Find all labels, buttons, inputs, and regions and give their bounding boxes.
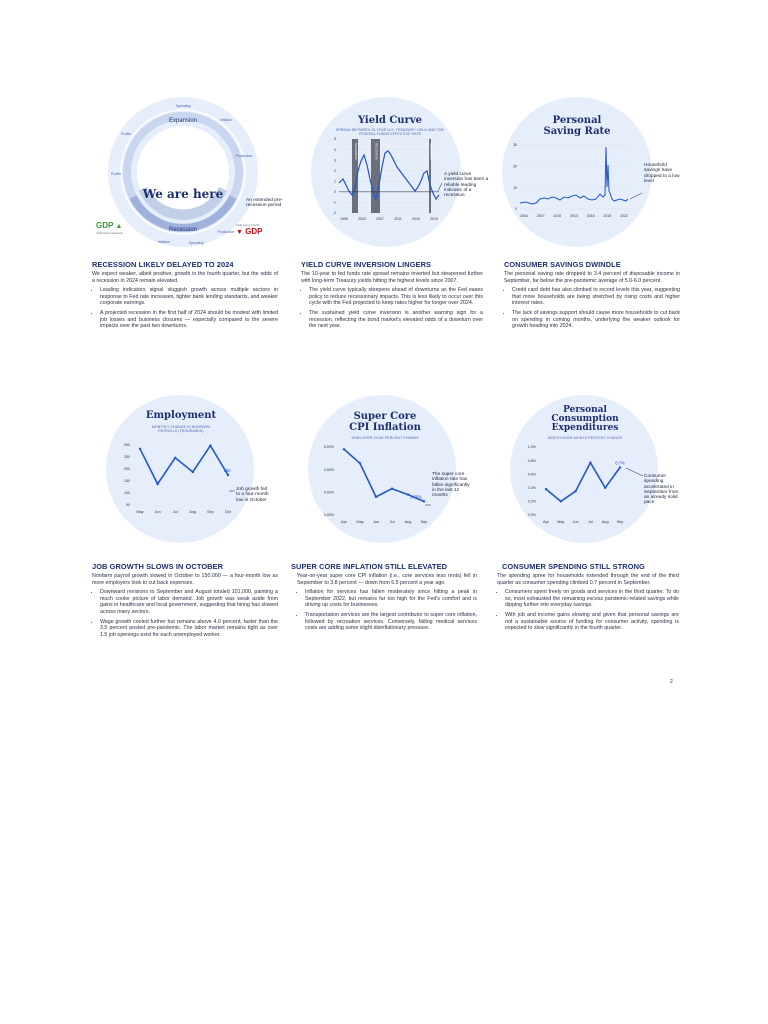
ring-label-inflation-2: Inflation [157,240,171,244]
pce-point [560,500,562,502]
pce-point [574,490,576,492]
yield-xtick: 2007 [376,217,384,221]
cpi-point [423,500,425,502]
section-1-intro: We expect weaker, albeit positive, growth in the fourth quarter, but the odds of a recession in 2024 remain elevated. [92,271,278,284]
ring-label-production: Production [235,154,253,158]
cpi-xtick: Apr [341,520,347,524]
yield-ytick: 0 [334,190,336,195]
cpi-ytick: 3.50% [323,513,334,518]
employment-ytick: 250 [124,455,130,460]
yield-subtitle: SPREAD BETWEEN 10-YEAR U.S. TREASURY YIELD AND THE FEDERAL FUNDS EFFECTIVE RATE [336,128,444,136]
saving-title-2: Saving Rate [543,126,611,137]
yield-ytick: -1 [332,200,336,205]
cycle-note: An extended pre-recession period [246,198,283,209]
employment-ytick: 150 [124,479,130,484]
ring-label-profits-2: Profits [111,172,121,176]
section-3-bullet: • The lack of savings support should cause more households to cut back on spending in coming months, underlying the weaker outlook for growth heading into 2024. [512,310,680,330]
yield-ytick: 4 [334,147,336,152]
pce-ytick: 0.0% [527,513,536,518]
pce-ytick: 1.0% [527,445,536,450]
pce-xtick: May [557,520,565,524]
section-5-body [297,573,477,635]
section-4-body [92,573,278,641]
employment-chart [86,395,268,553]
employment-point [174,457,176,459]
pce-series-line [546,463,620,502]
section-4-intro: Nonfarm payroll growth slowed in October to 150,000 — a four-month low as more employers look to cut back expenses. [92,573,278,586]
saving-series-line [520,147,628,204]
employment-xtick: Sep [207,510,214,514]
cpi-xtick: Jul [389,520,395,524]
section-2-body [301,271,483,333]
saving-xtick: 2019 [603,214,612,218]
ring-label-profits: Profits [121,132,131,136]
recession-bar-label: RECESSION [374,143,379,160]
section-5-heading: SUPER CORE INFLATION STILL ELEVATED [291,562,448,571]
yield-ytick: 3 [334,158,336,163]
section-2-bullet: • The yield curve typically steepens ahead of downturns as the Fed eases policy to reduce recessionary impacts. This is less likely to occur over this cycle with the Fed projected to keep rates higher for longer over 2024. [309,287,483,307]
pce-xtick: Sep [616,520,624,524]
section-5-intro: Year-on-year super core CPI inflation (i.e., core services less rents) fell in September to 3.8 percent — down from 6.5 percent a year ago. [297,573,477,586]
gdp-right: ▼ GDP [236,227,263,236]
pce-title-1: Personal [563,405,607,415]
pce-note: Consumer spending accelerated in September from an already solid pace [644,474,679,506]
section-6-bullet: • Consumers spent freely on goods and services in the third quarter. To do so, most exhausted the remaining excess pandemic-related savings while dipping further into everyday savings. [505,589,679,609]
pce-ytick: 0.8% [527,458,536,463]
report-page [86,95,682,695]
cpi-point [359,462,361,464]
cpi-xtick: May [356,520,364,524]
section-1-body [92,271,278,333]
employment-xtick: Oct [225,510,231,514]
section-1-heading: RECESSION LIKELY DELAYED TO 2024 [92,260,234,269]
cpi-point [391,488,393,490]
pce-ytick: 0.4% [527,486,536,490]
saving-ytick: 10 [513,185,517,190]
pce-point [604,487,606,489]
pce-xtick: Jun [572,520,579,524]
cpi-xtick: Aug [404,520,412,524]
employment-xtick: Jul [172,510,178,514]
employment-point [139,448,141,450]
cpi-subtitle: YEAR-OVER-YEAR PERCENT CHANGE [351,436,419,440]
recession-label: Recession [168,227,198,233]
cycle-panel [86,95,283,255]
recession-bar-label: RECESSION [354,143,358,160]
cpi-xtick: Jun [372,520,380,524]
section-1-bullet: • A projected recession in the first half of 2024 should be modest with limited job losses and business closures — especially compared to the severe impacts over the past two downturns. [100,310,278,330]
employment-note: Job growth fell to a four-month low in October [236,487,269,503]
cpi-xtick: Sep [420,520,428,524]
cpi-point [375,496,377,498]
saving-panel [502,95,684,255]
recession-bar-label: RECESSION [429,143,433,160]
section-3-intro: The personal saving rate dropped to 3.4 percent of disposable income in September, far below the pre-pandemic average of 5.0-6.0 percent. [504,271,680,284]
yield-xtick: 2011 [394,217,402,221]
yield-xtick: 1999 [340,217,348,221]
cpi-panel [294,395,476,553]
pce-point [589,461,591,463]
section-2-bullet: • The sustained yield curve inversion is another warning sign for a recession, reflecting the bond market's elevated odds of a downturn over the next year. [309,310,483,330]
saving-xtick: 2022 [620,214,628,218]
employment-ytick: 50 [126,503,130,508]
yield-ytick: -2 [332,211,336,216]
yield-panel [299,95,489,255]
pce-xtick: Jul [587,520,593,524]
saving-xtick: 2007 [536,214,545,218]
employment-series-line [140,446,228,484]
pce-end-label: 0.7% [615,460,625,466]
section-4-bullet: • Downward revisions to September and August totaled 101,000, painting a much cooler picture of labor demand. Job growth was weak aside from gains in healthcare and local government, suggesting that hiring has slowed across many sectors. [100,589,278,615]
pce-panel [502,395,684,553]
gdp-left: GDP ▲ [96,221,123,230]
expansion-label: Expansion [168,118,198,124]
pce-title-3: Expenditures [551,423,619,433]
ring-label-inflation: Inflation [219,118,233,122]
section-2-intro: The 10-year to fed funds rate spread remains inverted but steepened further with long-term Treasury yields hitting the highest levels since 2007. [301,271,483,284]
cpi-ytick: 4.00% [323,490,334,495]
saving-ytick: 35 [513,143,517,148]
saving-note: Household savings have dropped to a low level [644,163,680,184]
saving-xtick: 2004 [520,214,528,218]
gdp-right-sub: Yield Curve Inverts [236,223,260,227]
saving-note-leader [630,193,642,199]
cpi-point [407,493,409,495]
saving-ytick: 20 [513,164,517,169]
employment-point [192,471,194,473]
section-5-bullet: • Inflation for services has fallen moderately since hitting a peak in September 2022, but remains far too high for the Fed's comfort and is driving up costs for businesses. [305,589,477,609]
employment-xtick: May [136,510,144,514]
yield-ytick: 1 [334,179,336,184]
yield-xtick: 2019 [430,217,438,221]
section-4-heading: JOB GROWTH SLOWS IN OCTOBER [92,562,224,571]
section-3-bullet: • Credit card debt has also climbed to record levels this year, suggesting that more households are being stretched by rising costs and higher interest rates. [512,287,680,307]
yield-title: Yield Curve [357,115,423,126]
section-3-heading: CONSUMER SAVINGS DWINDLE [504,260,621,269]
employment-xtick: Aug [189,510,197,514]
cpi-title-2: CPI Inflation [349,422,421,433]
yield-xtick: 2003 [358,217,366,221]
pce-ytick: 0.2% [527,499,536,504]
yield-xtick: 2015 [412,217,420,221]
section-6-heading: CONSUMER SPENDING STILL STRONG [502,562,645,571]
section-3-body [504,271,680,333]
saving-ytick: 0 [515,207,517,212]
pce-title-2: Consumption [551,414,619,424]
cpi-end-label: 3.75% [410,494,422,500]
ring-label-production-2: Production [217,230,235,234]
pce-subtitle: MONTH-OVER-MONTH PERCENT CHANGE [547,436,623,440]
employment-end-label: 150 [223,468,231,473]
page-number: 2 [670,679,673,685]
section-6-intro: The spending spree for households extended through the end of the third quarter as consumer spending climbed 0.7 percent in September. [497,573,679,586]
yield-ytick: 5 [334,137,336,142]
section-2-heading: YIELD CURVE INVERSION LINGERS [301,260,432,269]
ring-label-spending: Spending [175,104,191,108]
gdp-left-sub: Yield Curve Steepens [96,231,123,235]
cpi-point [343,448,345,450]
yield-ytick: 2 [334,168,336,173]
section-6-bullet: • With job and income gains slowing and given that personal savings are not a sustainable source of funding for consumer activity, spending is expected to slow significantly in the fourth quarter. [505,612,679,632]
pce-point [619,466,621,468]
employment-point [209,444,211,446]
employment-point [156,483,158,485]
ring-label-spending-2: Spending [188,241,204,245]
section-1-bullet: • Leading indicators signal sluggish growth across multiple sectors in response to Fed rate increases, tighter bank lending standards, and weaker corporate earnings. [100,287,278,307]
saving-xtick: 2010 [553,214,562,218]
employment-point [227,474,229,476]
employment-xtick: Jun [154,510,161,514]
cpi-ytick: 5.00% [323,445,334,450]
we-are-here: We are here [142,187,224,201]
cpi-note: The super core inflation rate has fallen significantly in the last 12 months [432,472,470,499]
pce-xtick: Apr [543,520,549,524]
employment-subtitle: MONTHLY CHANGE IN NONFARM PAYROLLS (THOUSANDS) [151,425,211,433]
saving-xtick: 2016 [586,214,595,218]
cpi-title-1: Super Core [353,411,417,422]
section-5-bullet: • Transportation services are the largest contributor to super core inflation, followed by recreation services. Conversely, falling medical services costs are adding some slight disinflationary pressure. [305,612,477,632]
pce-xtick: Aug [601,520,609,524]
yield-note-leader [438,183,442,191]
pce-ytick: 0.6% [527,472,536,477]
pce-note-leader [626,468,643,476]
employment-title: Employment [145,410,217,421]
section-6-body [497,573,679,635]
saving-title-1: Personal [552,115,602,126]
employment-ytick: 200 [124,467,130,472]
saving-xtick: 2013 [570,214,578,218]
yield-note: A yield curve inversion has been a reliable leading indicator of a recession [444,172,489,199]
section-4-bullet: • Wage growth cooled further but remains above 4.0 percent, faster than the 3.5 percent posted pre-pandemic. The labor market remains tight as over 1.5 job openings exist for each unemployed worker. [100,619,278,639]
employment-ytick: 100 [124,491,130,496]
employment-ytick: 300 [124,443,130,448]
cpi-ytick: 4.50% [323,467,334,472]
employment-panel [86,395,268,553]
pce-point [545,488,547,490]
